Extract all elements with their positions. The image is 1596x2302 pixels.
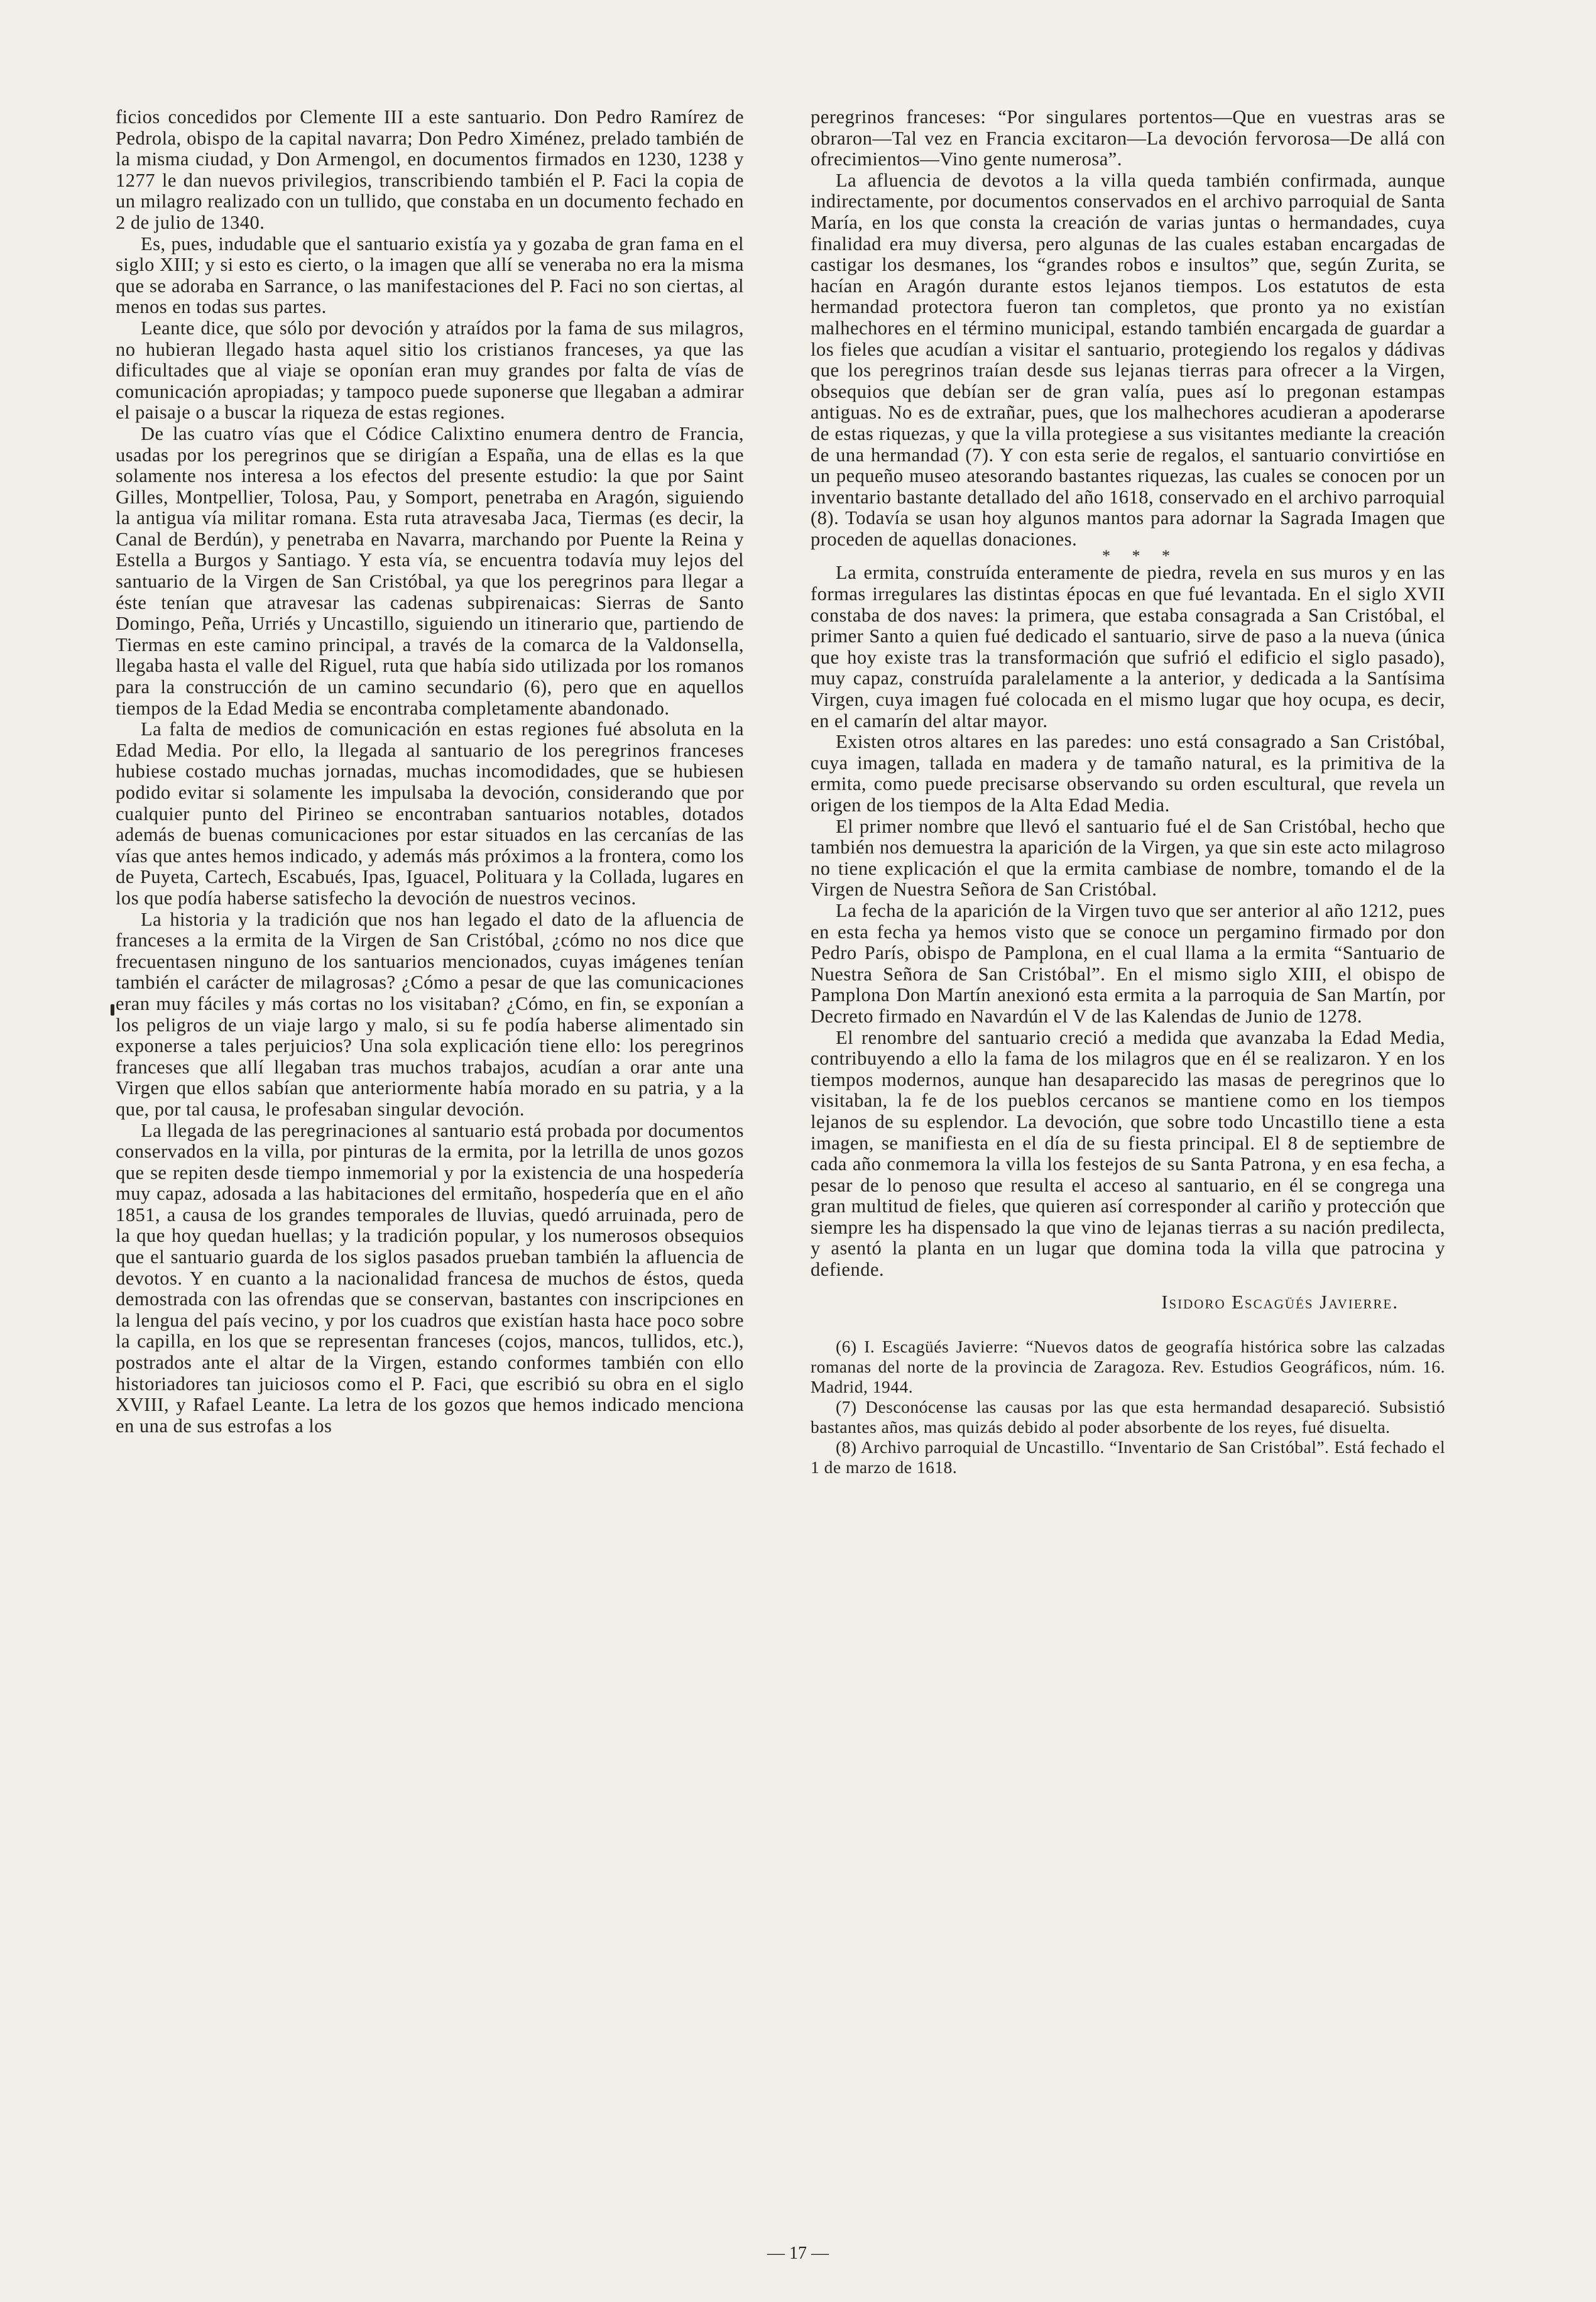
paragraph: El primer nombre que llevó el santuario fué el de San Cristóbal, hecho que también nos demuestra la aparición de la Virgen, ya que sin este acto milagroso no tiene explicación el que la ermita cambiase de nombre, tomando el de la Virgen de Nuestra Señora de San Cristóbal. [811, 815, 1445, 901]
paragraph: La afluencia de devotos a la villa queda también confirmada, aunque indirectamente, por documentos conservados en el archivo parroquial de Santa María, en los que consta la creación de varias juntas o hermandades, cuya finalidad era muy diversa, pero algunas de las cuales estaban encargadas de castigar los desmanes, los “grandes robos e insultos” que, según Zurita, se hacían en Aragón durante estos lejanos tiempos. Los estatutos de esta hermandad protectora fueron tan completos, que pronto ya no existían malhechores en el término municipal, estando también encargada de guardar a los fieles que acudían a visitar el santuario, protegiendo los regalos y dádivas que los peregrinos traían desde sus lejanas tierras para ofrecer a la Virgen, obsequios que debían ser de gran valía, pues así lo pregonan estampas antiguas. No es de extrañar, pues, que los malhechores acudieran a apoderarse de estas riquezas, y que la villa protegiese a sus visitantes mediante la creación de una hermandad (7). Y con esta serie de regalos, el santuario convirtióse en un pequeño museo atesorando bastantes riquezas, las cuales se conocen por un inventario bastante detallado del año 1618, conservado en el archivo parroquial (8). Todavía se usan hoy algunos mantos para adornar la Sagrada Imagen que proceden de aquellas donaciones. [811, 169, 1445, 550]
paragraph: El renombre del santuario creció a medida que avanzaba la Edad Media, contribuyendo a ello la fama de los milagros que en él se realizaron. Y en los tiempos modernos, aunque han desaparecido las masas de peregrinos que lo visitaban, la fe de los pueblos cercanos se mantiene como en los tiempos lejanos de su esplendor. La devoción, que sobre todo Uncastillo tiene a esta imagen, se manifiesta en el día de su fiesta principal. El 8 de septiembre de cada año conmemora la villa los festejos de su Santa Patrona, y en esa fecha, a pesar de lo penoso que resulta el acceso al santuario, en él se congrega una gran multitud de fieles, que quieren así corresponder al cariño y protección que siempre les ha dispensado la que vino de lejanas tierras a su nación predilecta, y asentó la planta en un lugar que domina toda la villa que patrocina y defiende. [811, 1026, 1445, 1281]
paragraph: peregrinos franceses: “Por singulares portentos—Que en vuestras aras se obraron—Tal vez en Francia excitaron—La devoción fervorosa—De allá con ofrecimientos—Vino gente numerosa”. [811, 106, 1445, 170]
footnote: (7) Desconócense las causas por las que esta hermandad desapareció. Subsistió bastantes años, mas quizás debido al poder absorbente de los reyes, fué disuelta. [811, 1397, 1445, 1437]
paragraph: La ermita, construída enteramente de piedra, revela en sus muros y en las formas irregulares las distintas épocas en que fué levantada. En el siglo XVII constaba de dos naves: la primera, que estaba consagrada a San Cristóbal, el primer Santo a quien fué dedicado el santuario, sirve de paso a la nueva (única que hoy existe tras la transformación que sufrió el edificio el siglo pasado), muy capaz, construída paralelamente a la anterior, y dedicada a la Santísima Virgen, cuya imagen fué colocada en el mismo lugar que hoy ocupa, es decir, en el camarín del altar mayor. [811, 562, 1445, 732]
footnote: (6) I. Escagüés Javierre: “Nuevos datos de geografía histórica sobre las calzadas romanas del norte de la provincia de Zaragoza. Rev. Estudios Geográficos, núm. 16. Madrid, 1944. [811, 1337, 1445, 1397]
left-column [116, 107, 744, 1437]
margin-mark [111, 1004, 114, 1016]
paragraph: La fecha de la aparición de la Virgen tuvo que ser anterior al año 1212, pues en esta fecha ya hemos visto que se conoce un pergamino firmado por don Pedro París, obispo de Pamplona, en el cual llama a la ermita “Santuario de Nuestra Señora de San Cristóbal”. En el mismo siglo XIII, el obispo de Pamplona Don Martín anexionó esta ermita a la parroquia de San Martín, por Decreto firmado en Navardún el V de las Kalendas de Junio de 1278. [811, 899, 1445, 1027]
paragraph: La historia y la tradición que nos han legado el dato de la afluencia de franceses a la ermita de la Virgen de San Cristóbal, ¿cómo no nos dice que frecuentasen ninguno de los santuarios mencionados, cuyas imágenes tenían también el carácter de milagrosas? ¿Cómo a pesar de que las comunicaciones eran muy fáciles y más cortas no los visitaban? ¿Cómo, en fin, se exponían a los peligros de un viaje largo y malo, si su fe podía haberse alimentado sin exponerse a tales perjuicios? Una sola explicación tiene ello: los peregrinos franceses que allí llegaban tras muchos trabajos, acudían a orar ante una Virgen que ellos sabían que anteriormente había morado en su patria, y a la que, por tal causa, le profesaban singular devoción. [116, 908, 744, 1120]
footnotes [811, 1337, 1445, 1477]
author-signature: Isidoro Escagüés Javierre. [1161, 1291, 1399, 1313]
paragraph: De las cuatro vías que el Códice Calixtino enumera dentro de Francia, usadas por los peregrinos que se dirigían a España, una de ellas es la que solamente nos interesa a los efectos del presente estudio: la que por Saint Gilles, Montpellier, Tolosa, Pau, y Somport, penetraba en Aragón, siguiendo la antigua vía militar romana. Esta ruta atravesaba Jaca, Tiermas (es decir, la Canal de Berdún), y penetraba en Navarra, marchando por Puente la Reina y Estella a Burgos y Santiago. Y esta vía, se encuentra todavía muy lejos del santuario de la Virgen de San Cristóbal, ya que los peregrinos para llegar a éste tenían que atravesar las cadenas subpirenaicas: Sierras de Santo Domingo, Peña, Urriés y Uncastillo, siguiendo un itinerario que, partiendo de Tiermas en este camino principal, a través de la comarca de la Valdonsella, llegaba hasta el valle del Riguel, ruta que había sido utilizada por los romanos para la construcción de un camino secundario (6), pero que en aquellos tiempos de la Edad Media se encontraba completamente abandonado. [116, 422, 744, 719]
paragraph: Existen otros altares en las paredes: uno está consagrado a San Cristóbal, cuya imagen, tallada en madera y de tamaño natural, es la primitiva de la ermita, como puede precisarse observando su orden escultural, que revela un origen de los tiempos de la Alta Edad Media. [811, 731, 1445, 816]
paragraph: Es, pues, indudable que el santuario existía ya y gozaba de gran fama en el siglo XIII; y si esto es cierto, o la imagen que allí se veneraba no era la misma que se adoraba en Sarrance, o las manifestaciones del P. Faci no son ciertas, al menos en todas sus partes. [116, 233, 744, 318]
paragraph: La llegada de las peregrinaciones al santuario está probada por documentos conservados en la villa, por pinturas de la ermita, por la letrilla de unos gozos que se repiten desde tiempo inmemorial y por la existencia de una hospedería muy capaz, adosada a las habitaciones del ermitaño, hospedería que en el año 1851, a causa de los grandes temporales de lluvias, quedó arruinada, pero de la que hoy quedan huellas; y la tradición popular, y los numerosos obsequios que el santuario guarda de los siglos pasados prueban también la afluencia de devotos. Y en cuanto a la nacionalidad francesa de muchos de éstos, queda demostrada con las ofrendas que se conservan, bastantes con inscripciones en la lengua del país vecino, y por los cuadros que existían hasta hace poco sobre la capilla, en los que se representan franceses (cojos, mancos, tullidos, etc.), postrados ante el altar de la Virgen, estando conformes también con ello historiadores tan juiciosos como el P. Faci, que escribió su obra en el siglo XVIII, y Rafael Leante. La letra de los gozos que hemos indicado menciona en una de sus estrofas a los [116, 1119, 744, 1437]
right-column [811, 107, 1445, 1477]
footnote: (8) Archivo parroquial de Uncastillo. “Inventario de San Cristóbal”. Está fechado el 1 de marzo de 1618. [811, 1437, 1445, 1477]
paragraph: ficios concedidos por Clemente III a este santuario. Don Pedro Ramírez de Pedrola, obispo de la capital navarra; Don Pedro Ximénez, prelado también de la misma ciudad, y Don Armengol, en documentos firmados en 1230, 1238 y 1277 le dan nuevos privilegios, transcribiendo también el P. Faci la copia de un milagro realizado con un tullido, que constaba en un documento fechado en 2 de julio de 1340. [116, 106, 744, 233]
paragraph: Leante dice, que sólo por devoción y atraídos por la fama de sus milagros, no hubieran llegado hasta aquel sitio los cristianos franceses, ya que las dificultades que al viaje se oponían eran muy grandes por falta de vías de comunicación apropiadas; y tampoco puede suponerse que llegaban a admirar el paisaje o a buscar la riqueza de estas regiones. [116, 317, 744, 424]
page-number: — 17 — [767, 2244, 829, 2263]
paragraph: La falta de medios de comunicación en estas regiones fué absoluta en la Edad Media. Por ello, la llegada al santuario de los peregrinos franceses hubiese costado muchas jornadas, muchas incomodidades, que se hubiesen podido evitar si solamente les impulsaba la devoción, considerando que por cualquier punto del Pirineo se encontraban santuarios notables, dotados además de buenas comunicaciones por estar situados en las cercanías de las vías que antes hemos indicado, y además más próximos a la frontera, como los de Puyeta, Cartech, Escabués, Ipas, Iguacel, Polituara y la Collada, lugares en los que podía haberse satisfecho la devoción de nuestros vecinos. [116, 718, 744, 909]
section-divider: * * * [1102, 547, 1179, 566]
